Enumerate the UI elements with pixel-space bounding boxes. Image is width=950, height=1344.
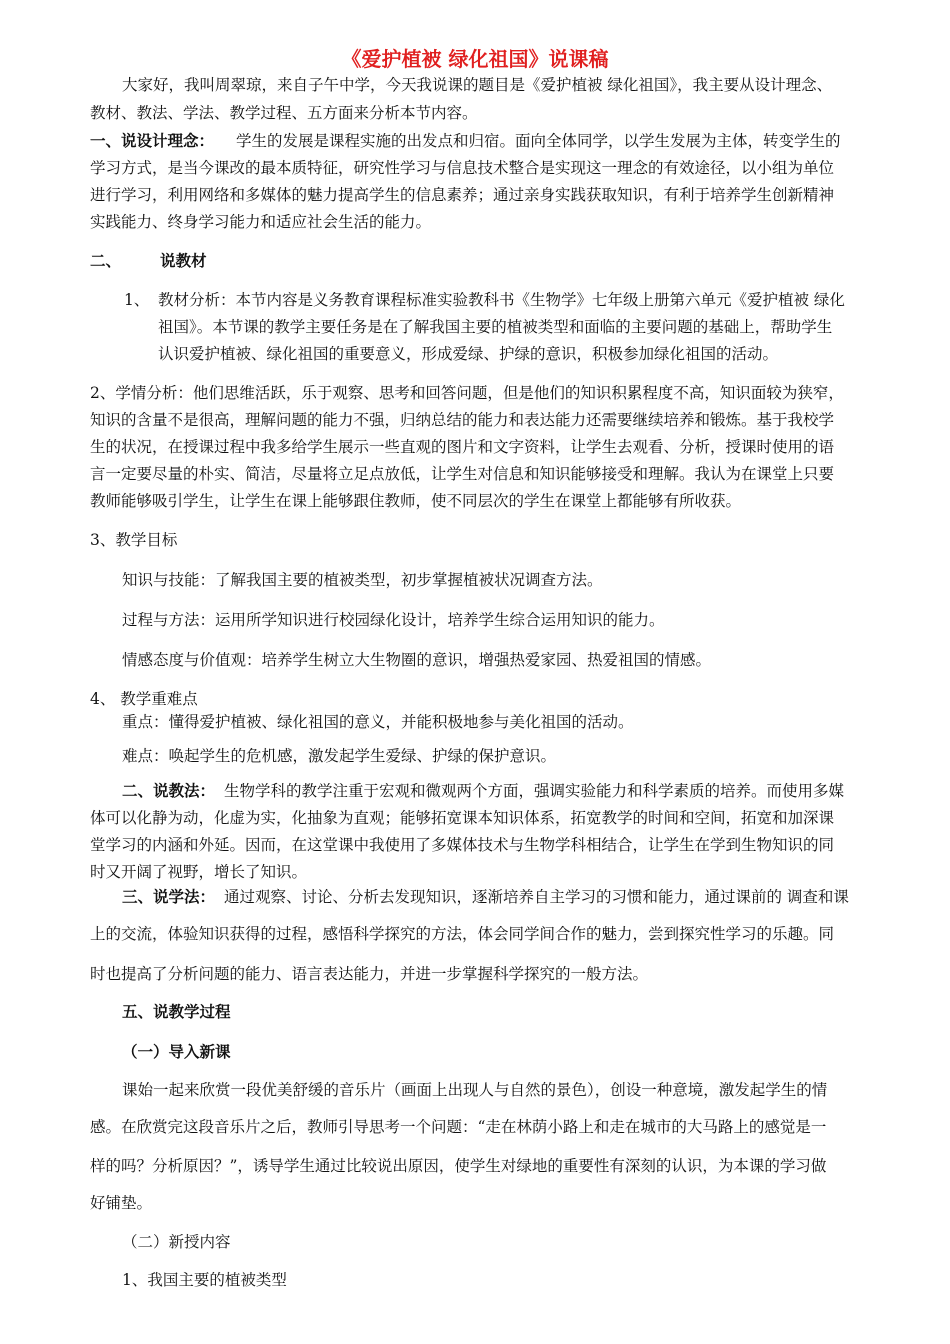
section-design-line-1: 学生的发展是课程实施的出发点和归宿。面向全体同学，以学生发展为主体，转变学生的 — [236, 132, 841, 150]
section-textbook-heading: 说教材 — [160, 252, 207, 270]
textbook-item1-line-3: 认识爱护植被、绿化祖国的重要意义，形成爱绿、护绿的意识，积极参加绿化祖国的活动。 — [158, 345, 779, 363]
section-design-line-2: 学习方式，是当今课改的最本质特征，研究性学习与信息技术整合是实现这一理念的有效途径，以小组为单位 — [90, 159, 835, 177]
intro-lesson-heading: （一）导入新课 — [122, 1043, 231, 1061]
document-title: 《爱护植被 绿化祖国》说课稿 — [341, 47, 609, 71]
intro-lesson-line-2: 感。在欣赏完这段音乐片之后，教师引导思考一个问题：“走在林荫小路上和走在城市的大马路上的感觉是一 — [90, 1118, 827, 1136]
textbook-item2-line-5: 教师能够吸引学生，让学生在课上能够跟住教师，使不同层次的学生在课堂上都能够有所收获。 — [90, 492, 742, 510]
textbook-item1-line-2: 祖国》。本节课的教学主要任务是在了解我国主要的植被类型和面临的主要问题的基础上，帮助学生 — [158, 318, 833, 336]
intro-lesson-line-4: 好铺垫。 — [90, 1194, 153, 1212]
goal-knowledge: 知识与技能：了解我国主要的植被类型，初步掌握植被状况调查方法。 — [122, 571, 603, 589]
intro-line-1: 大家好，我叫周翠琼，来自子午中学，今天我说课的题目是《爱护植被 绿化祖国》，我主要从设计理念、 — [122, 76, 833, 94]
new-content-heading: （二）新授内容 — [122, 1233, 231, 1251]
section-method-heading: 二、说教法： — [122, 782, 216, 800]
section-learning-heading: 三、说学法： — [122, 888, 216, 906]
section-method-line-1: 生物学科的教学注重于宏观和微观两个方面，强调实验能力和科学素质的培养。而使用多媒 — [224, 782, 845, 800]
goal-emotion: 情感态度与价值观：培养学生树立大生物圈的意识，增强热爱家园、热爱祖国的情感。 — [122, 651, 712, 669]
section-design-heading: 一、说设计理念： — [90, 132, 215, 150]
section-design-line-4: 实践能力、终身学习能力和适应社会生活的能力。 — [90, 213, 432, 231]
intro-lesson-line-3: 样的吗？分析原因？”，诱导学生通过比较说出原因，使学生对绿地的重要性有深刻的认识，为本课的学习做 — [90, 1157, 827, 1175]
section-process-heading: 五、说教学过程 — [122, 1003, 231, 1021]
section-learning-line-2: 上的交流，体验知识获得的过程，感悟科学探究的方法，体会同学间合作的魅力，尝到探究性学习的乐趣。同 — [90, 925, 835, 943]
textbook-item2-line-4: 言一定要尽量的朴实、简洁，尽量将立足点放低，让学生对信息和知识能够接受和理解。我认为在课堂上只要 — [90, 465, 835, 483]
textbook-item2-line-1: 2、学情分析：他们思维活跃，乐于观察、思考和回答问题，但是他们的知识积累程度不高，知识面较为狭窄， — [90, 384, 844, 402]
textbook-item1-line-1: 教材分析：本节内容是义务教育课程标准实验教科书《生物学》七年级上册第六单元《爱护植被 绿化 — [158, 291, 845, 309]
intro-lesson-line-1: 课始一起来欣赏一段优美舒缓的音乐片（画面上出现人与自然的景色），创设一种意境，激发起学生的情 — [122, 1081, 828, 1099]
section-method-line-4: 时又开阔了视野，增长了知识。 — [90, 863, 308, 881]
key-difficult-heading: 4、 教学重难点 — [90, 690, 198, 708]
new-content-item-1: 1、我国主要的植被类型 — [122, 1271, 287, 1289]
section-learning-line-1: 通过观察、讨论、分析去发现知识，逐渐培养自主学习的习惯和能力，通过课前的 调查和课 — [224, 888, 849, 906]
section-textbook-number: 二、 — [90, 252, 122, 270]
section-learning-line-3: 时也提高了分析问题的能力、语言表达能力，并进一步掌握科学探究的一般方法。 — [90, 965, 649, 983]
goal-process: 过程与方法：运用所学知识进行校园绿化设计，培养学生综合运用知识的能力。 — [122, 611, 665, 629]
textbook-item1-number: 1、 — [124, 291, 150, 309]
section-design-line-3: 进行学习，利用网络和多媒体的魅力提高学生的信息素养；通过亲身实践获取知识，有利于培养学生创新精神 — [90, 186, 835, 204]
teaching-goals-heading: 3、教学目标 — [90, 531, 178, 549]
textbook-item2-line-3: 生的状况，在授课过程中我多给学生展示一些直观的图片和文字资料，让学生去观看、分析，授课时使用的语 — [90, 438, 835, 456]
difficult-point: 难点：唤起学生的危机感，激发起学生爱绿、护绿的保护意识。 — [122, 747, 557, 765]
key-point: 重点：懂得爱护植被、绿化祖国的意义，并能积极地参与美化祖国的活动。 — [122, 713, 634, 731]
intro-line-2: 教材、教法、学法、教学过程、五方面来分析本节内容。 — [90, 104, 478, 122]
section-method-line-2: 体可以化静为动，化虚为实，化抽象为直观；能够拓宽课本知识体系，拓宽教学的时间和空间，拓宽和加深课 — [90, 809, 835, 827]
textbook-item2-line-2: 知识的含量不是很高，理解问题的能力不强，归纳总结的能力和表达能力还需要继续培养和锻炼。基于我校学 — [90, 411, 835, 429]
section-method-line-3: 堂学习的内涵和外延。因而，在这堂课中我使用了多媒体技术与生物学科相结合，让学生在学到生物知识的同 — [90, 836, 835, 854]
